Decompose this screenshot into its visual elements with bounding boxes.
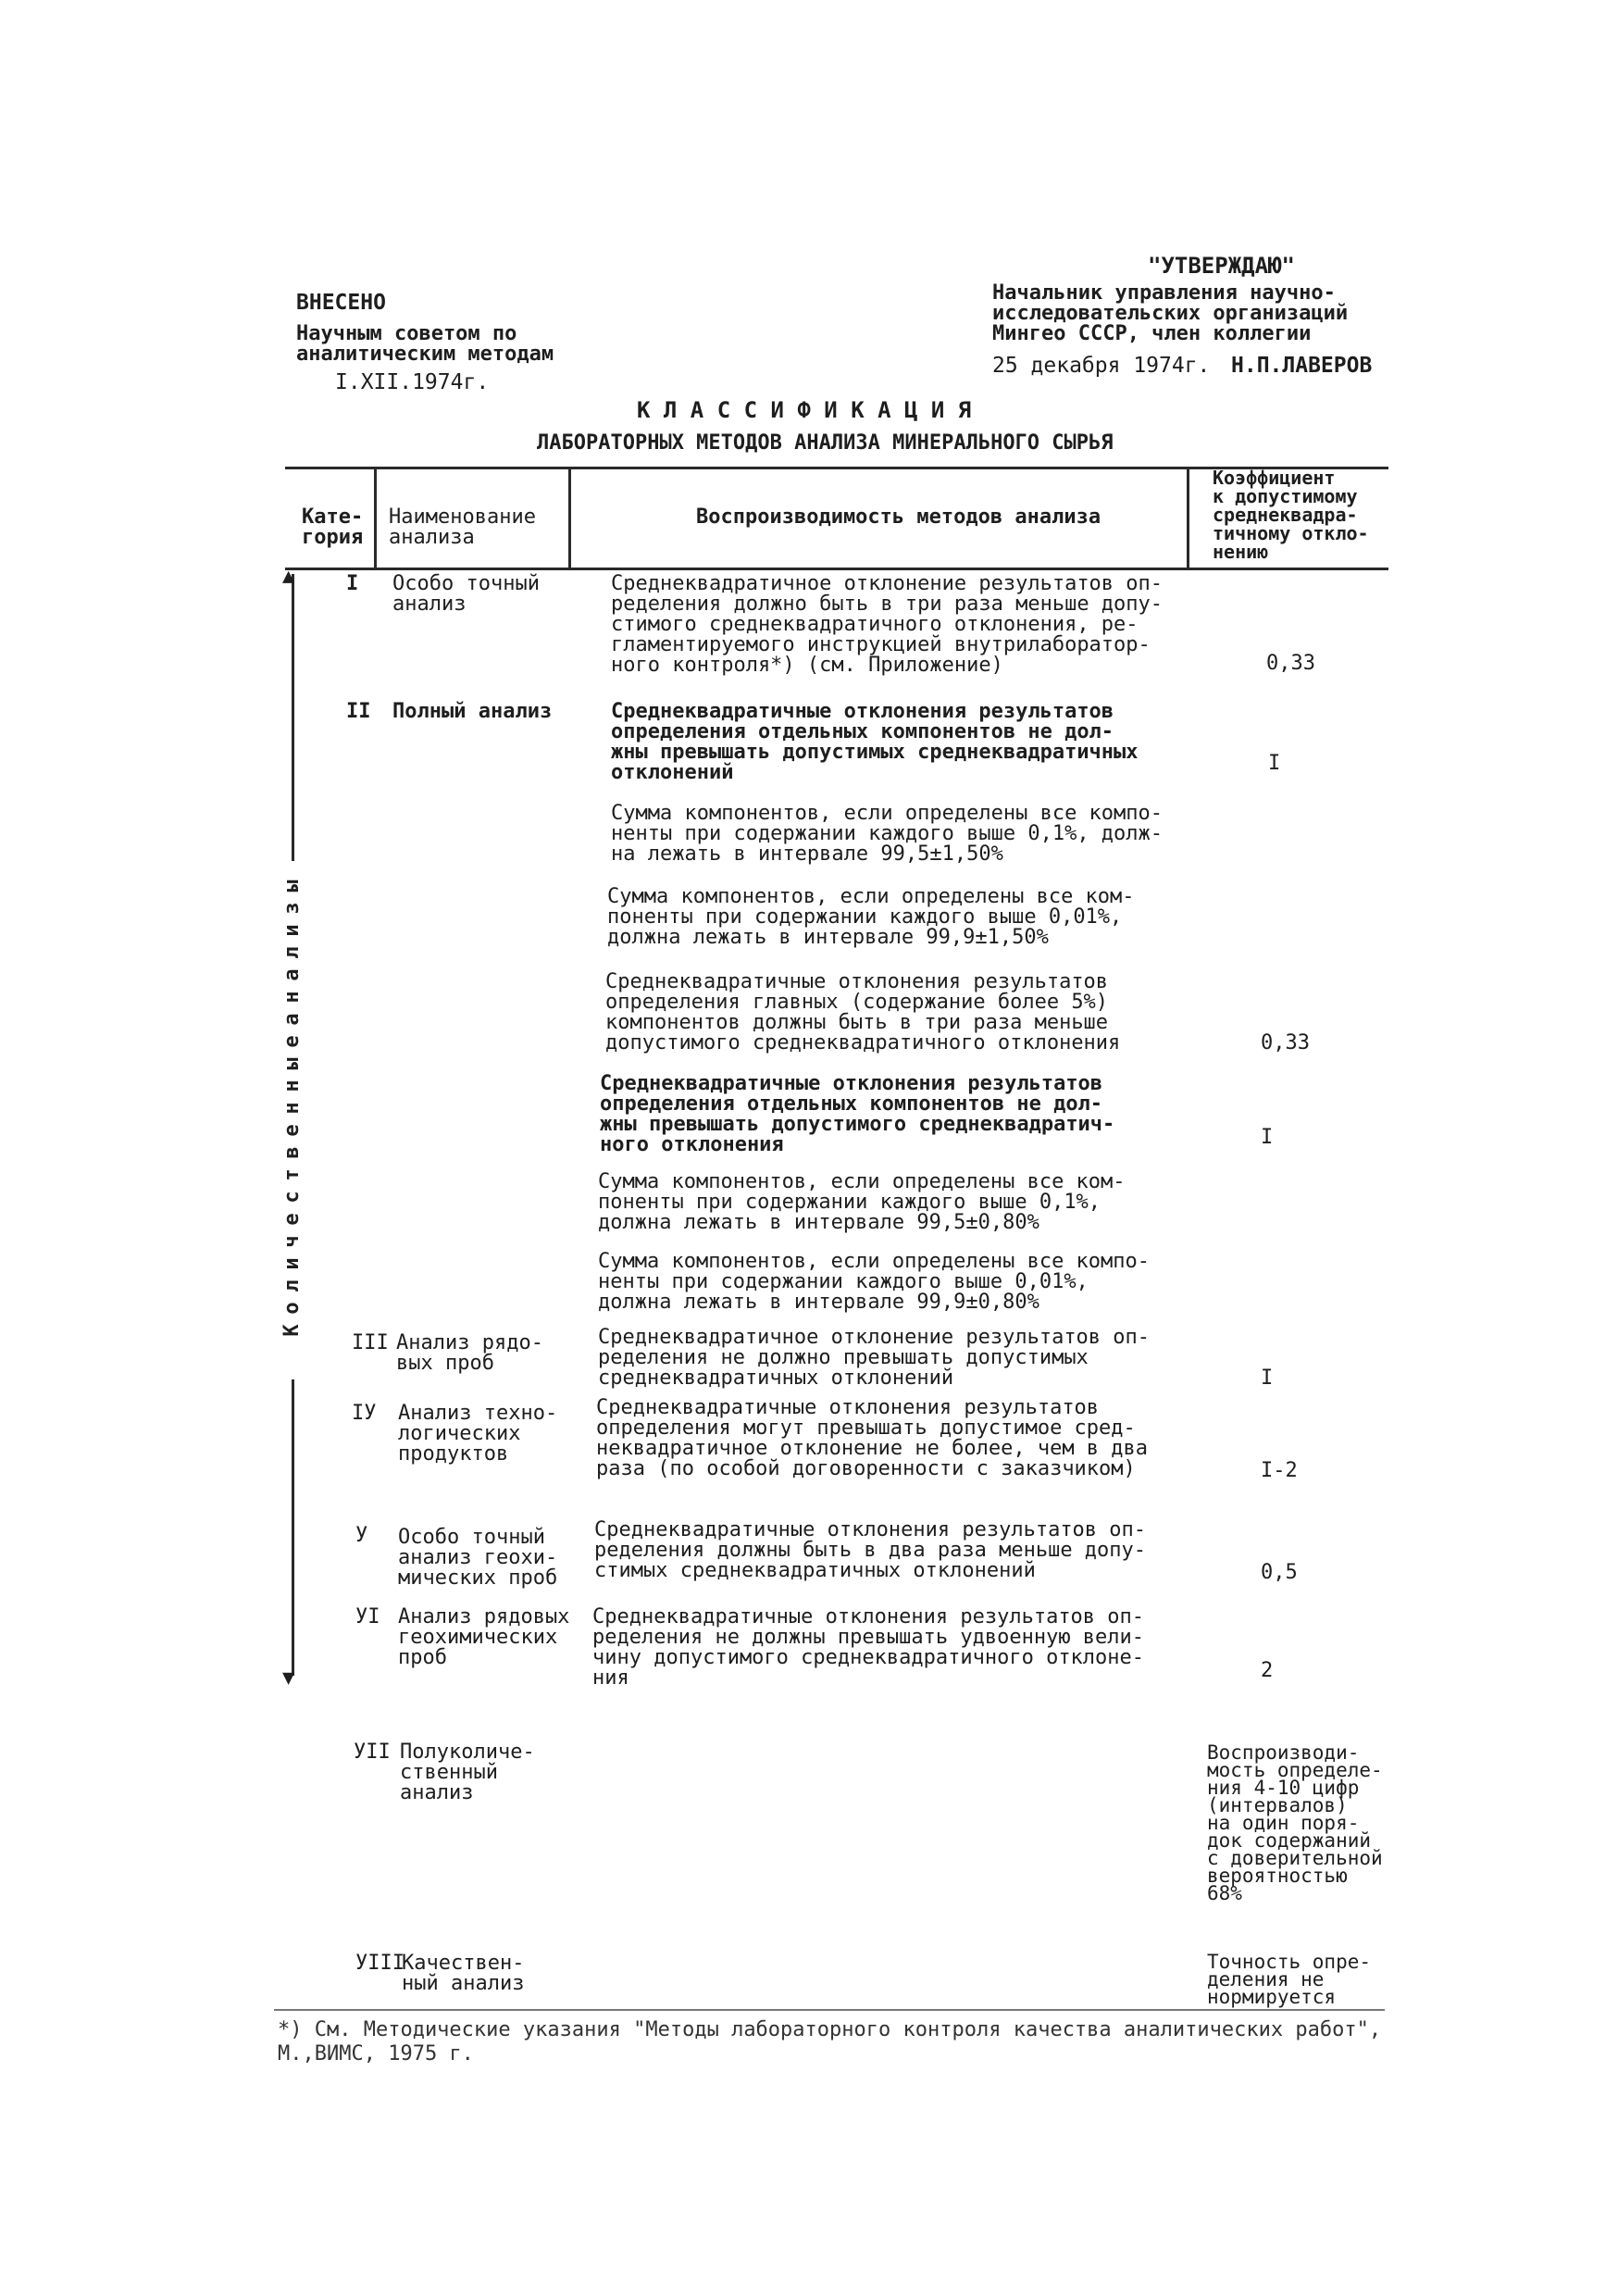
row-14-category: УIII — [355, 1952, 404, 1975]
row-1-name: Особо точный анализ — [392, 572, 540, 616]
row-2-category: II — [346, 700, 371, 723]
side-label-letter: о — [280, 1302, 304, 1315]
row-9-name: Анализ рядо- вых проб — [396, 1331, 543, 1375]
row-13-name: Полуколиче- ственный анализ — [400, 1741, 535, 1804]
submitted-heading: ВНЕСЕНО — [296, 291, 386, 315]
row-2-text: Среднеквадратичные отклонения результатов определения отдельных компонентов не дол- жны превышать допустимых среднеквадратичных отклонений — [611, 700, 1139, 784]
row-9-text: Среднеквадратичное отклонение результатов оп- ределения не должно превышать допустимых среднеквадратичных отклонений — [598, 1326, 1151, 1390]
row-1-text: Среднеквадратичное отклонение результатов оп- ределения должно быть в три раза меньше допу- стимого среднеквадратичного отклонения, ре- гламентируемого инструкцией внутрилаборатор- ного контроля*) (см. Приложение) — [611, 572, 1164, 677]
row-5-coefficient: 0,33 — [1261, 1031, 1310, 1054]
row-1-category: I — [346, 572, 359, 595]
row-9-coefficient: I — [1261, 1366, 1274, 1390]
document-subtitle: ЛАБОРАТОРНЫХ МЕТОДОВ АНАЛИЗА МИНЕРАЛЬНОГО СЫРЬЯ — [537, 431, 1114, 455]
row-14-name: Качествен- ный анализ — [402, 1952, 525, 1995]
approval-line-1: Начальник управления научно- — [992, 281, 1336, 305]
header-name: Наименование анализа — [389, 505, 536, 549]
row-10-name: Анализ техно- логических продуктов — [398, 1402, 558, 1466]
side-label-letter: ы — [280, 1057, 304, 1070]
side-label-letter: е — [280, 1213, 304, 1226]
column-divider-2 — [568, 467, 571, 570]
row-1-coefficient: 0,33 — [1266, 652, 1315, 675]
side-label-letter: с — [280, 1191, 304, 1204]
arrow-down-icon: ▼ — [282, 1666, 295, 1690]
row-11-name: Особо точный анализ геохи- мических проб — [398, 1526, 558, 1590]
submitted-date: I.XII.1974г. — [335, 370, 490, 394]
header-category: Кате- гория — [302, 505, 364, 549]
row-12-coefficient: 2 — [1261, 1659, 1274, 1682]
side-label-letter: в — [280, 1146, 304, 1159]
row-3-text: Сумма компонентов, если определены все компо- ненты при содержании каждого выше 0,1%, долж- на лежать в интервале 99,5±1,50% — [611, 802, 1164, 866]
approval-line-2: исследовательских организаций — [992, 302, 1349, 325]
row-4-text: Сумма компонентов, если определены все ком- поненты при содержании каждого выше 0,01%, должна лежать в интервале 99,9±1,50% — [607, 885, 1135, 949]
submitted-line-2: аналитическим методам — [296, 343, 554, 366]
row-6-text: Среднеквадратичные отклонения результатов определения отдельных компонентов не дол- жны превышать допустимого среднеквадратич- ного отклонения — [600, 1072, 1115, 1156]
row-6-coefficient: I — [1261, 1126, 1274, 1149]
approval-line-3: Мингео СССР, член коллегии — [992, 322, 1312, 345]
row-11-coefficient: 0,5 — [1261, 1561, 1298, 1584]
row-10-coefficient: I-2 — [1261, 1459, 1298, 1482]
row-10-text: Среднеквадратичные отклонения результатов определения могут превышать допустимое сред- неквадратичное отклонение не более, чем в два раза (по особой договоренности с заказчиком) — [596, 1396, 1149, 1480]
side-label-letter: з — [280, 902, 304, 915]
side-label-letter: л — [280, 946, 304, 959]
row-12-text: Среднеквадратичные отклонения результатов оп- ределения не должны превышать удвоенную вели- чину допустимого среднеквадратичного отклоне- ния — [592, 1605, 1145, 1690]
row-14-coefficient: Точность опре- деления не нормируется — [1207, 1951, 1372, 2008]
approval-date: 25 декабря 1974г. — [992, 354, 1211, 378]
row-9-category: III — [352, 1331, 389, 1354]
submitted-line-1: Научным советом по — [296, 322, 517, 345]
side-label-letter: а — [280, 968, 304, 981]
arrow-up-icon: ▲ — [282, 565, 295, 588]
column-divider-3 — [1187, 467, 1189, 570]
side-label-letter: н — [280, 991, 304, 1004]
row-2-coefficient: I — [1268, 752, 1281, 775]
header-reproducibility: Воспроизводимость методов анализа — [696, 505, 1101, 529]
row-12-name: Анализ рядовых геохимических проб — [398, 1605, 570, 1669]
column-divider-1 — [374, 467, 377, 570]
row-11-category: У — [355, 1524, 368, 1547]
row-5-text: Среднеквадратичные отклонения результатов определения главных (содержание более 5%) компонентов должны быть в три раза меньше допустимого среднеквадратичного отклонения — [605, 970, 1121, 1054]
side-label-letter: е — [280, 1035, 304, 1048]
side-label-letter: н — [280, 1102, 304, 1115]
side-label-letter: и — [280, 1257, 304, 1270]
row-2-name: Полный анализ — [392, 700, 553, 723]
row-13-category: УII — [354, 1741, 391, 1764]
document-title: К Л А С С И Ф И К А Ц И Я — [637, 397, 972, 423]
side-label-letter: ч — [280, 1235, 304, 1248]
row-13-coefficient: Воспроизводи- мость определе- ния 4-10 цифр (интервалов) на один поря- док содержаний с доверительной вероятностью 68% — [1207, 1741, 1383, 1904]
approval-signer: Н.П.ЛАВЕРОВ — [1231, 354, 1373, 378]
side-label-letter: н — [280, 1079, 304, 1092]
row-11-text: Среднеквадратичные отклонения результатов оп- ределения должны быть в два раза меньше допу- стимых среднеквадратичных отклонений — [594, 1518, 1147, 1582]
row-10-category: IУ — [352, 1402, 377, 1425]
side-label — [280, 875, 305, 1341]
footnote: *) См. Методические указания "Методы лабораторного контроля качества аналитических работ", М.,ВИМС, 1975 г. — [278, 2018, 1382, 2065]
side-label-letter: л — [280, 1279, 304, 1292]
approval-heading: "УТВЕРЖДАЮ" — [1148, 253, 1295, 279]
header-coefficient: Коэффициент к допустимому среднеквадра- тичному откло- нению — [1213, 467, 1369, 563]
row-7-text: Сумма компонентов, если определены все ком- поненты при содержании каждого выше 0,1%, должна лежать в интервале 99,5±0,80% — [598, 1170, 1126, 1234]
side-label-letter: К — [280, 1324, 304, 1337]
row-12-category: УI — [355, 1605, 380, 1628]
footnote-rule — [274, 2009, 1385, 2011]
row-8-text: Сумма компонентов, если определены все компо- ненты при содержании каждого выше 0,01%, должна лежать в интервале 99,9±0,80% — [598, 1250, 1151, 1314]
side-label-letter: и — [280, 924, 304, 937]
side-label-letter: е — [280, 1124, 304, 1137]
side-label-letter: ы — [280, 880, 304, 892]
table-header-rule — [285, 568, 1388, 570]
side-label-letter: т — [280, 1168, 304, 1181]
side-label-letter: а — [280, 1013, 304, 1026]
